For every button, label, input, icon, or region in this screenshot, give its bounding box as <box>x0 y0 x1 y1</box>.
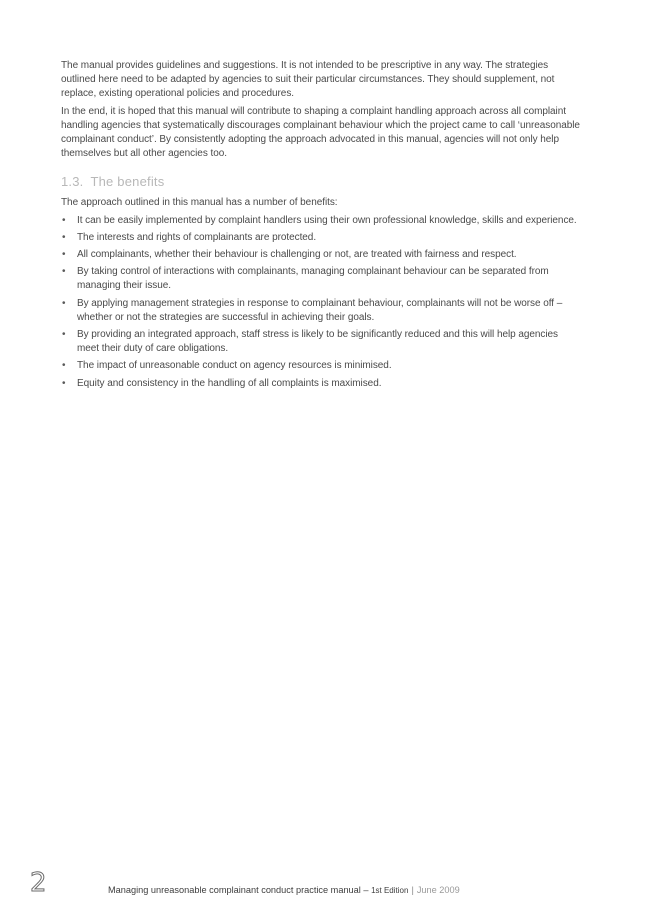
section-title: The benefits <box>90 174 165 190</box>
intro-paragraph-1: The manual provides guidelines and suggestions. It is not intended to be prescriptive in any way. The strategies outlined here need to be adapted by agencies to suit their particular circumstances. They should supplement, not replace, existing operational policies and procedures. <box>61 60 555 100</box>
footer-edition: 1st Edition <box>371 886 409 895</box>
benefit-item: • By providing an integrated approach, staff stress is likely to be significantly reduced and this will help agencies meet their duty of care obligations. <box>61 328 581 356</box>
benefit-item: • All complainants, whether their behaviour is challenging or not, are treated with fairness and respect. <box>61 248 581 262</box>
section-intro: The approach outlined in this manual has a number of benefits: <box>61 197 338 209</box>
benefit-item: • Equity and consistency in the handling of all complaints is maximised. <box>61 377 581 391</box>
benefit-item: • By applying management strategies in response to complainant behaviour, complainants will not be worse off – whether or not the strategies are successful in achieving their goals. <box>61 297 581 325</box>
footer-date: June 2009 <box>416 885 460 895</box>
footer-dash: – <box>363 885 369 895</box>
footer-separator: | <box>411 885 414 895</box>
page-body <box>61 59 581 394</box>
section-number: 1.3. <box>61 174 84 190</box>
running-footer <box>108 884 460 897</box>
benefit-item: • It can be easily implemented by complaint handlers using their own professional knowledge, skills and experience. <box>61 214 581 228</box>
benefit-item: • By taking control of interactions with complainants, managing complainant behaviour can be separated from managing their issue. <box>61 265 581 293</box>
footer-title: Managing unreasonable complainant conduct practice manual <box>108 885 361 895</box>
page-number: 2 <box>30 868 47 898</box>
benefits-list <box>61 214 581 391</box>
benefit-item: • The impact of unreasonable conduct on agency resources is minimised. <box>61 359 581 373</box>
section-heading <box>61 174 581 190</box>
intro-paragraph-2: In the end, it is hoped that this manual will contribute to shaping a complaint handling approach across all complaint handling agencies that systematically discourages complainant behaviour which the project came to call ‘unreasonable complainant conduct’. By consistently adopting the approach advocated in this manual, agencies will not only help themselves but all other agencies too. <box>61 105 580 160</box>
benefit-item: • The interests and rights of complainants are protected. <box>61 231 581 245</box>
